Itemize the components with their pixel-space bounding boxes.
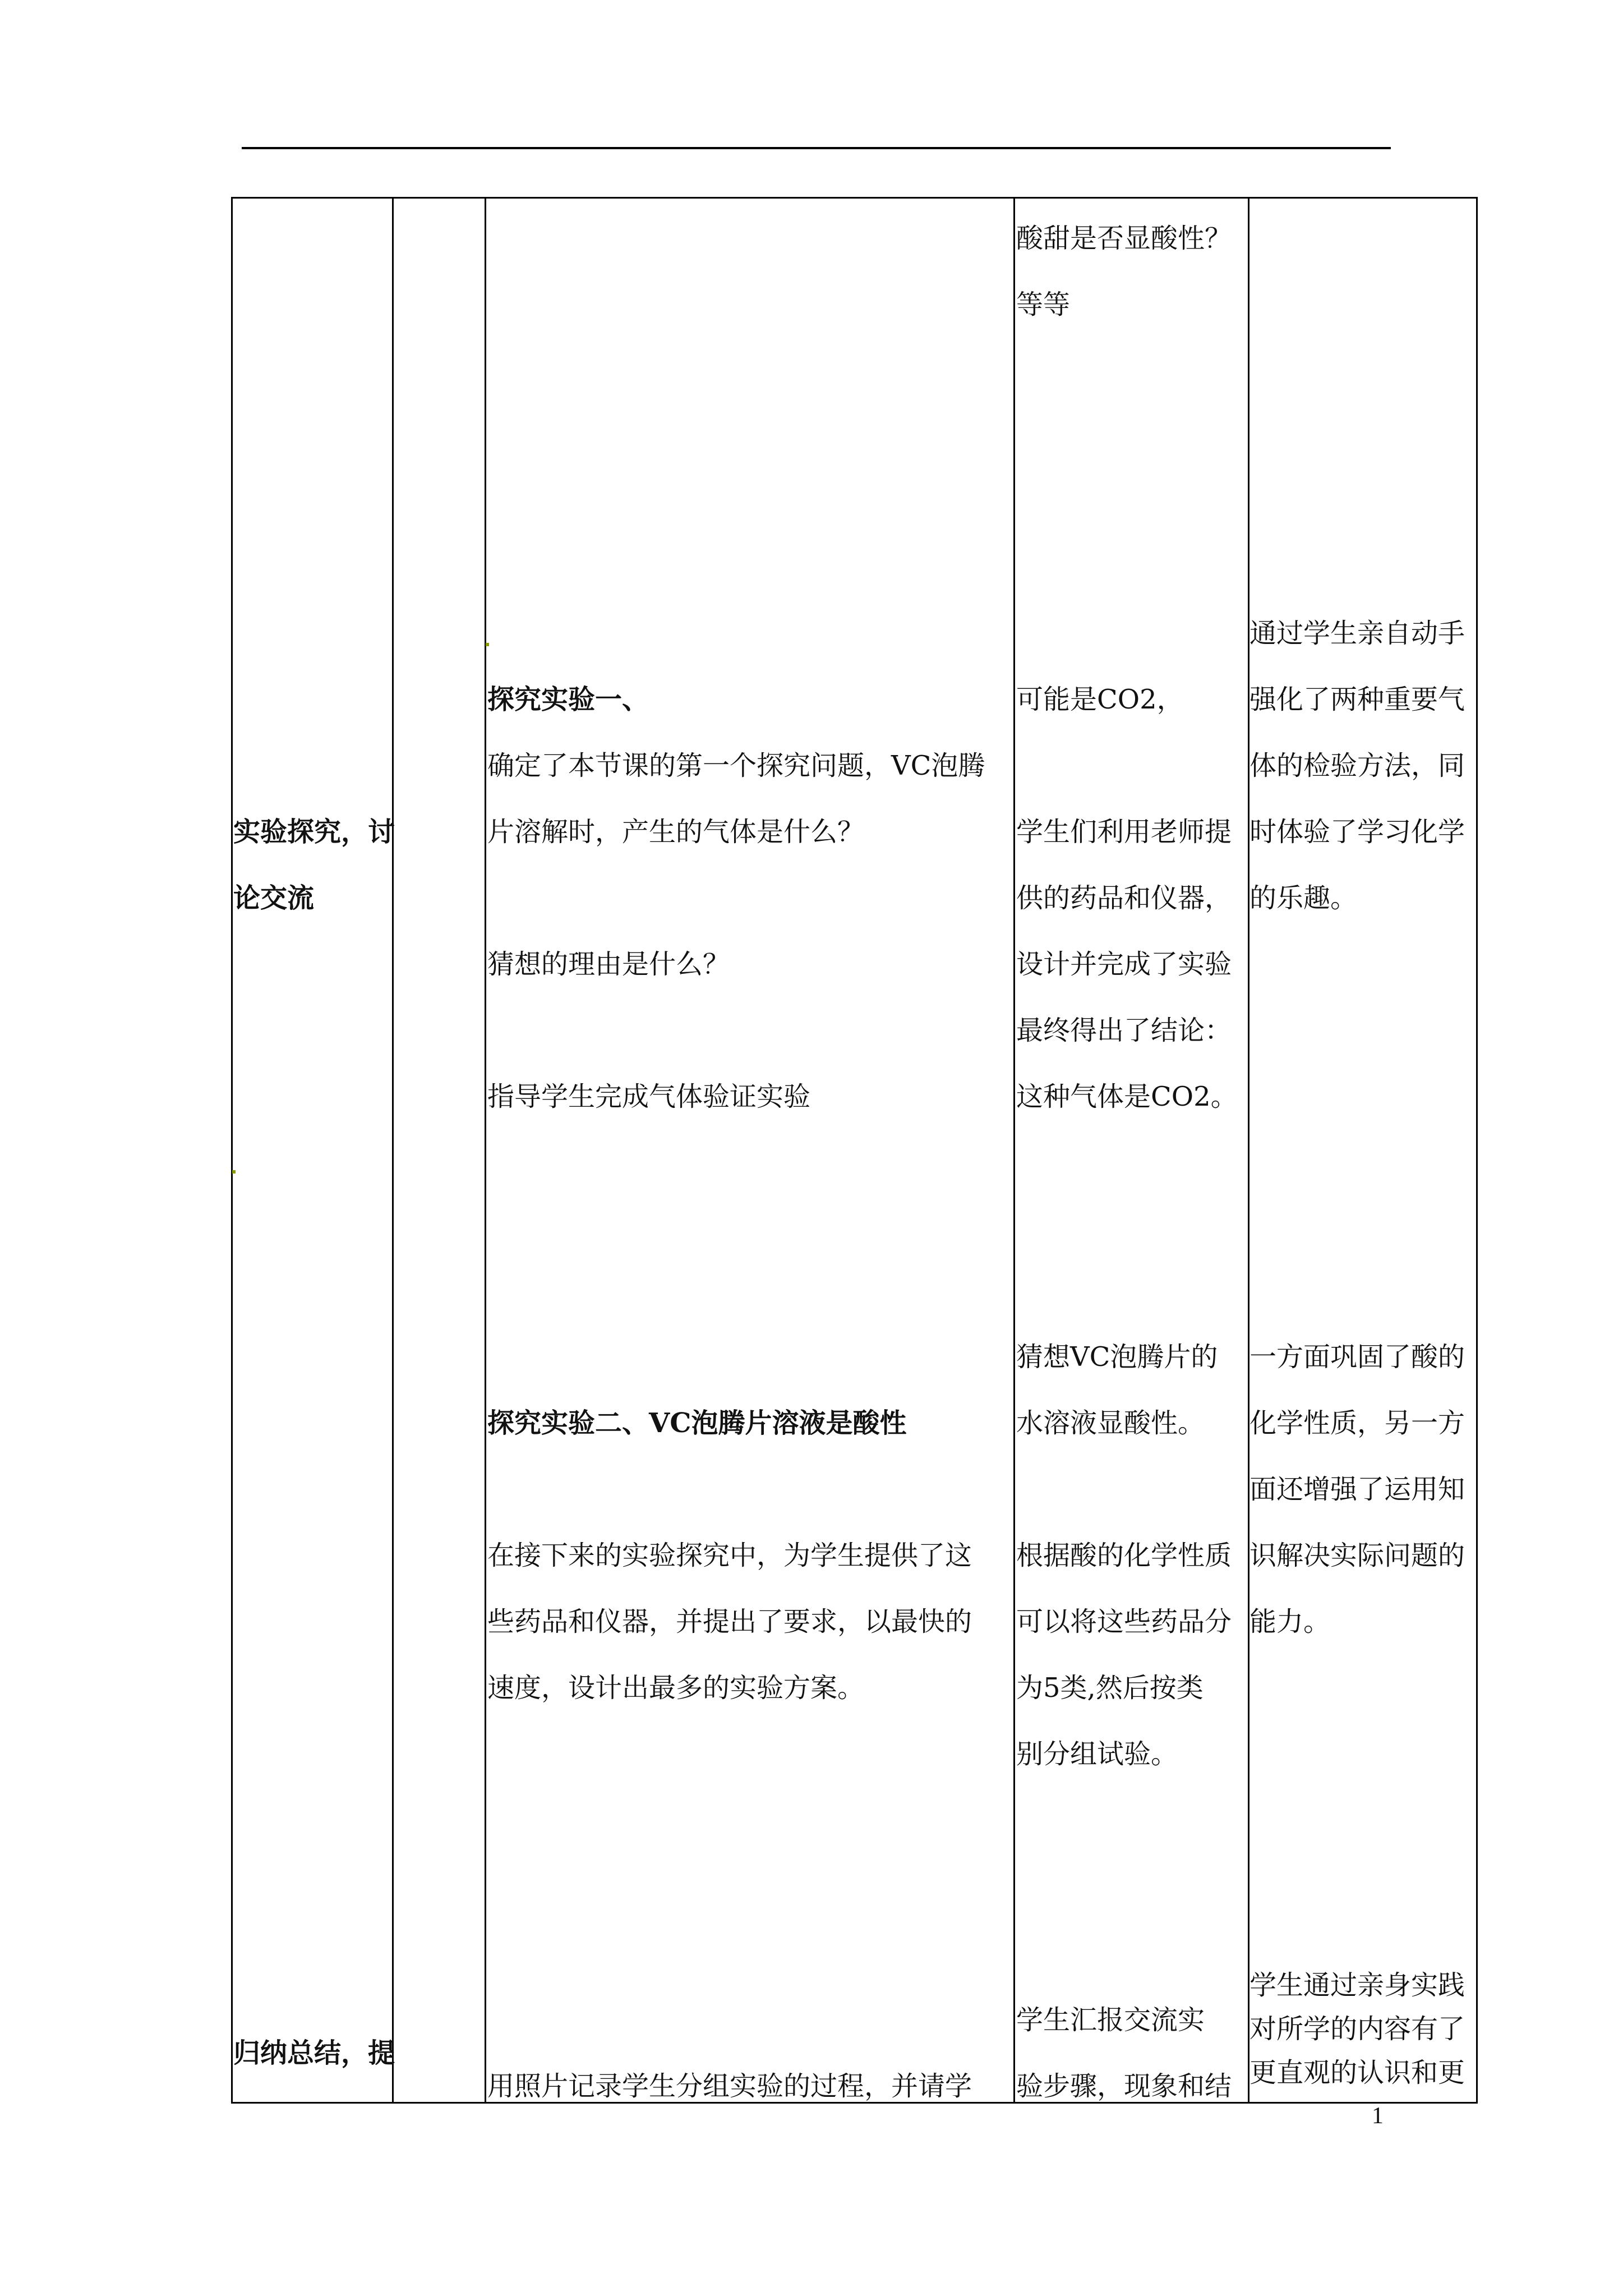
student-report-line: 学生汇报交流实 <box>1016 2004 1205 2036</box>
marker-dot <box>232 1170 236 1174</box>
exp1-title: 探究实验一、 <box>487 684 649 715</box>
student-classify-line: 别分组试验。 <box>1016 1738 1178 1770</box>
marker-dot <box>486 643 489 646</box>
exp2-title: 探究实验二、VC泡腾片溶液是酸性 <box>487 1407 907 1439</box>
intent-c-line: 学生通过亲身实践 <box>1249 1970 1465 2001</box>
intent-c-line: 更直观的认识和更 <box>1249 2057 1465 2088</box>
student-use-line: 这种气体是CO2。 <box>1016 1081 1238 1112</box>
student-classify-line: 可以将这些药品分 <box>1016 1606 1232 1637</box>
table-border-left <box>231 197 233 2104</box>
intent-b-line: 一方面巩固了酸的 <box>1249 1341 1465 1373</box>
intent-b-line: 面还增强了运用知 <box>1249 1474 1465 1505</box>
student-use-line: 设计并完成了实验 <box>1016 949 1232 980</box>
student-top-line: 酸甜是否显酸性？ <box>1016 223 1232 254</box>
stage-label-explore-2: 论交流 <box>233 882 315 914</box>
table-col-divider-2 <box>485 197 486 2104</box>
student-classify-line: 根据酸的化学性质 <box>1016 1540 1232 1571</box>
exp2-line: 些药品和仪器，并提出了要求，以最快的 <box>487 1606 972 1637</box>
intent-b-line: 化学性质，另一方 <box>1249 1407 1465 1439</box>
student-use-line: 学生们利用老师提 <box>1016 816 1232 848</box>
table-col-divider-1 <box>392 197 394 2104</box>
exp1-line: 确定了本节课的第一个探究问题，VC泡腾 <box>487 750 985 781</box>
student-use-line: 最终得出了结论： <box>1016 1015 1232 1046</box>
intent-b-line: 能力。 <box>1249 1606 1331 1637</box>
table-border-top <box>231 197 1478 199</box>
reason-question: 猜想的理由是什么？ <box>487 949 730 980</box>
table-border-right <box>1476 197 1478 2104</box>
exp2-line: 在接下来的实验探究中，为学生提供了这 <box>487 1540 972 1571</box>
student-classify-line: 为5类,然后按类 <box>1016 1672 1204 1704</box>
record-text: 用照片记录学生分组实验的过程，并请学 <box>487 2070 972 2102</box>
intent-c-line: 对所学的内容有了 <box>1249 2013 1465 2045</box>
header-rule <box>242 147 1391 149</box>
table-col-divider-4 <box>1248 197 1249 2104</box>
guide-text: 指导学生完成气体验证实验 <box>487 1081 811 1112</box>
stage-label-summary: 归纳总结，提 <box>233 2037 395 2069</box>
student-guess-line: 猜想VC泡腾片的 <box>1016 1341 1218 1373</box>
intent-a-line: 体的检验方法，同 <box>1249 750 1465 781</box>
student-co2-guess: 可能是CO2， <box>1016 684 1184 715</box>
stage-label-explore-1: 实验探究，讨 <box>233 816 395 848</box>
intent-b-line: 识解决实际问题的 <box>1249 1540 1465 1571</box>
intent-a-line: 通过学生亲自动手 <box>1249 618 1465 649</box>
student-use-line: 供的药品和仪器， <box>1016 882 1232 914</box>
intent-a-line: 强化了两种重要气 <box>1249 684 1465 715</box>
page-number: 1 <box>1372 2103 1384 2129</box>
intent-a-line: 时体验了学习化学 <box>1249 816 1465 848</box>
student-top-line: 等等 <box>1016 289 1071 320</box>
table-col-divider-3 <box>1013 197 1015 2104</box>
student-guess-line: 水溶液显酸性。 <box>1016 1407 1205 1439</box>
student-report-line: 验步骤，现象和结 <box>1016 2070 1232 2102</box>
exp2-line: 速度，设计出最多的实验方案。 <box>487 1672 865 1704</box>
intent-a-line: 的乐趣。 <box>1249 882 1358 914</box>
exp1-line: 片溶解时，产生的气体是什么？ <box>487 816 865 848</box>
